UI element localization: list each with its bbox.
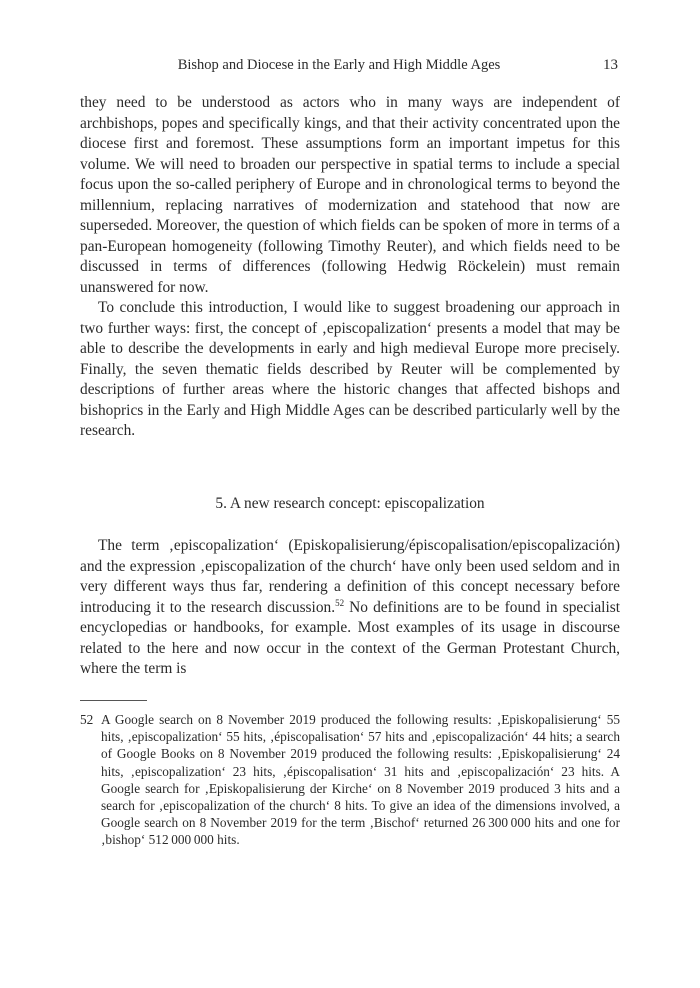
footnote-text: A Google search on 8 November 2019 produced the following results: ‚Episkopalisierung‘ 55 hits, ‚episcopalization‘ 55 hits, ‚épiscopalisation‘ 57 hits and ‚episcopalización‘ 44 hits; a search of Google Books on 8 November 2019 produced the following results: ‚Episkopalisierung‘ 24 hits, ‚episcopalization‘ 23 hits, ‚épiscopalisation‘ 31 hits and ‚episcopalización‘ 23 hits. A Google search for ‚Episkopalisierung der Kirche‘ on 8 November 2019 produced 3 hits and a search for ‚episcopalization of the church‘ 8 hits. To give an idea of the dimensions involved, a Google search on 8 November 2019 for the term ‚Bischof‘ returned 26 300 000 hits and one for ‚bishop‘ 512 000 000 hits. [101, 712, 620, 848]
footnote [80, 711, 620, 849]
page-number: 13 [603, 57, 618, 73]
paragraph: they need to be understood as actors who in many ways are independent of archbishops, popes and specifically kings, and that their activity concentrated upon the diocese first and foremost. These assumptions form an important impetus for this volume. We will need to broaden our perspective in spatial terms to include a special focus upon the so-called periphery of Europe and in chronological terms to beyond the millennium, replacing narratives of modernization and statehood that now are superseded. Moreover, the question of which fields can be spoken of more in terms of a pan-European homogeneity (following Timothy Reuter), and which fields need to be discussed in terms of differences (following Hedwig Röckelein) must remain unanswered for now. [80, 94, 620, 296]
paragraph-text-continued: No definitions are to be found in specialist encyclopedias or handbooks, for example. Most examples of its usage in discourse related to the here and now occur in the context of the German Protestant Church, where the term is [80, 598, 620, 677]
footnote-number: 52 [80, 712, 94, 727]
footnote-divider [80, 700, 147, 701]
footnote-reference[interactable]: 52 [335, 597, 345, 608]
section-body [80, 536, 620, 680]
running-head [80, 57, 620, 77]
running-title: Bishop and Diocese in the Early and High Middle Ages [177, 57, 501, 73]
paragraph [80, 536, 620, 680]
body-text [80, 93, 620, 442]
paragraph: To conclude this introduction, I would like to suggest broadening our approach in two further ways: first, the concept of ‚episcopalization‘ presents a model that may be able to describe the developments in early and high medieval Europe more precisely. Finally, the seven thematic fields described by Reuter will be complemented by descriptions of further areas where the historic changes that affected bishops and bishoprics in the Early and High Middle Ages can be described particularly well by the research. [80, 299, 620, 439]
section-heading: 5. A new research concept: episcopalization [215, 495, 485, 512]
footnotes [80, 711, 620, 849]
paragraph-text: The term ‚episcopalization‘ (Episkopalisierung/épiscopalisation/episcopalización) and the expression ‚episcopalization of the church‘ have only been used seldom and in very different ways thus far, rendering a definition of this concept necessary before introducing it to the research discussion. [80, 537, 620, 616]
